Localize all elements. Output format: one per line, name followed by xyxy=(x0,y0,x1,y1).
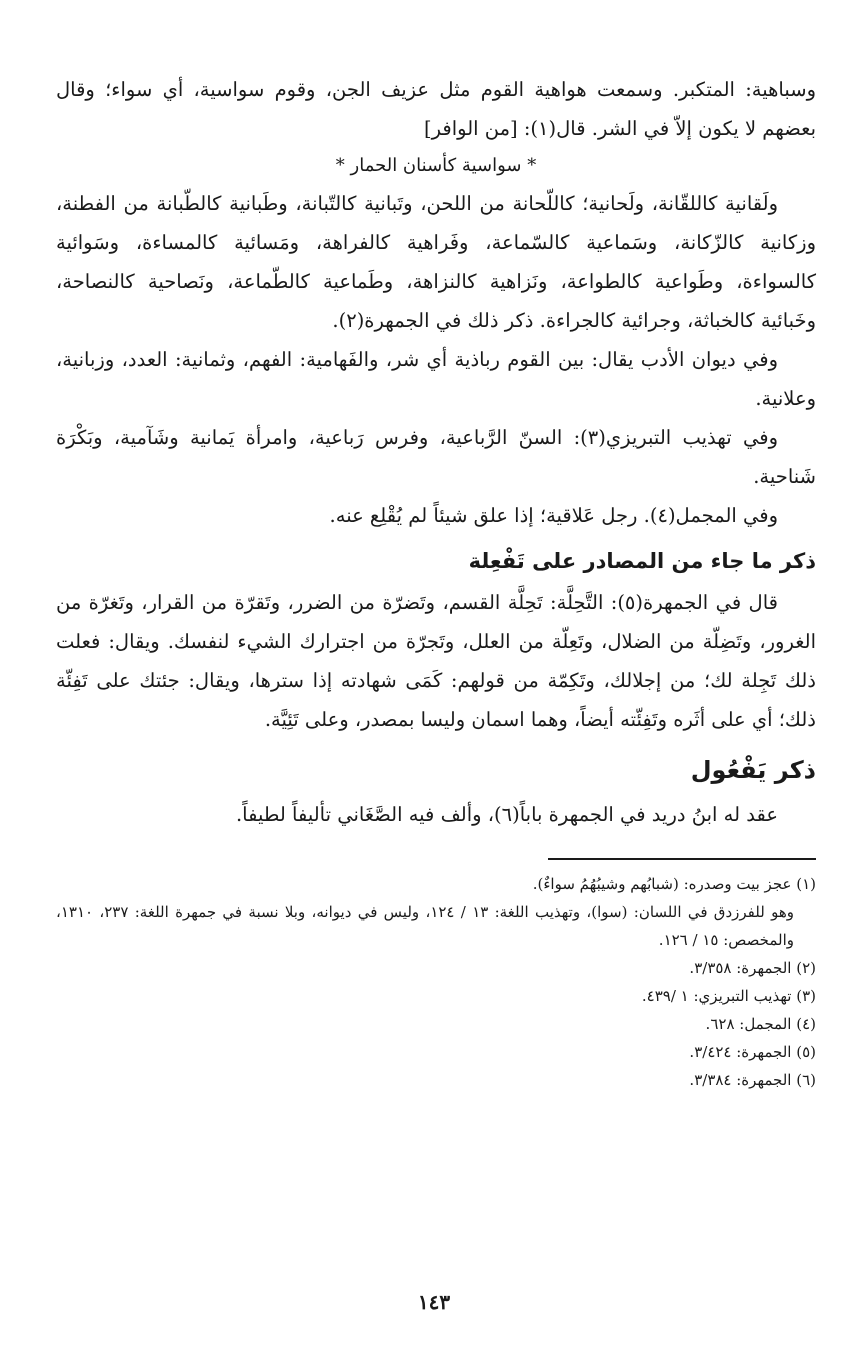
paragraph-1: وسباهية: المتكبر. وسمعت هواهية القوم مثل عزيف الجن، وقوم سواسية، أي سواء؛ وقال بعضهم لا يكون إلاّ في الشر. قال(١): [من الوافر] xyxy=(56,78,816,140)
verse-line: * سواسية كأسنان الحمار * xyxy=(335,155,537,176)
section-heading-yafool: ذكر يَفْعُول xyxy=(690,756,816,784)
paragraph-2: ولَقانية كاللقّانة، ولَحانية؛ كاللّحانة من اللحن، وتَبانية كالتّبانة، وطَبانية كالطّبانة من الفطنة، وزكانية كالزّكانة، وسَماعية كالسّماعة، وفَراهية كالفراهة، ومَسائية كالمساءة، وسَوائية كالسواءة، وطَواعية كالطواعة، ونَزاهية كالنزاهة، وطَماعية كالطّماعة، ونَصاحية كالنصاحة، وخَبائية كالخباثة، وجرائية كالجراءة. ذكر ذلك في الجمهرة(٢). xyxy=(56,192,816,332)
footnote-1-continued: وهو للفرزدق في اللسان: (سوا)، وتهذيب اللغة: ١٣ / ١٢٤، وليس في ديوانه، وبلا نسبة في جمهرة اللغة: ٢٣٧، ١٣١٠، والمخصص: ١٥ / ١٢٦. xyxy=(56,903,794,949)
paragraph-5: وفي المجمل(٤). رجل عَلاقية؛ إذا علق شيئاً لم يُقْلِع عنه. xyxy=(329,504,778,527)
paragraph-3: وفي ديوان الأدب يقال: بين القوم رباذية أي شر، والفَهامية: الفهم، وثمانية: العدد، وزبانية، وعلانية. xyxy=(56,348,816,410)
footnote-3: (٣) تهذيب التبريزي: ١ /٤٣٩. xyxy=(641,987,816,1005)
paragraph-4: وفي تهذيب التبريزي(٣): السنّ الرَّباعية، وفرس رَباعية، وامرأة يَمانية وشَآمية، وبَكْرَة شَناحية. xyxy=(56,426,816,488)
page-number: ١٤٣ xyxy=(417,1290,451,1314)
footnote-4: (٤) المجمل: ٦٢٨. xyxy=(705,1015,816,1033)
footnote-1: (١) عجز بيت وصدره: (شبابُهم وشيبُهُمُ سواءٌ). xyxy=(532,875,816,893)
footnote-6: (٦) الجمهرة: ٣/٣٨٤. xyxy=(689,1071,816,1089)
footnote-separator xyxy=(548,858,816,860)
footnotes xyxy=(56,870,816,1094)
book-page xyxy=(56,70,816,1332)
section-heading-tafila: ذكر ما جاء من المصادر على تَفْعِلة xyxy=(468,549,816,573)
footnote-5: (٥) الجمهرة: ٣/٤٢٤. xyxy=(689,1043,816,1061)
section-yafool-text: عقد له ابنُ دريد في الجمهرة باباً(٦)، وألف فيه الصَّغَاني تأليفاً لطيفاً. xyxy=(235,803,778,826)
section-tafila-text: قال في الجمهرة(٥): التَّحِلَّة: تَحِلَّة القسم، وتَضرّة من الضرر، وتَقرّة من القرار، وتَغرّة من الغرور، وتَضِلّة من الضلال، وتَعِلّة من العلل، وتَجرّة من اجترارك الشيء لنفسك. ويقال: فعلت ذلك تَجِلة لك؛ من إجلالك، وتَكِمّة من قولهم: كَمَى شهادته إذا سترها، ويقال: جئتك على تَفِئّة ذلك؛ أي على أثَره وتَفِئّته أيضاً، وهما اسمان وليسا بمصدر، وعلى تَئِيَّة. xyxy=(56,591,816,731)
footnote-2: (٢) الجمهرة: ٣/٣٥٨. xyxy=(689,959,816,977)
main-text xyxy=(56,70,816,834)
